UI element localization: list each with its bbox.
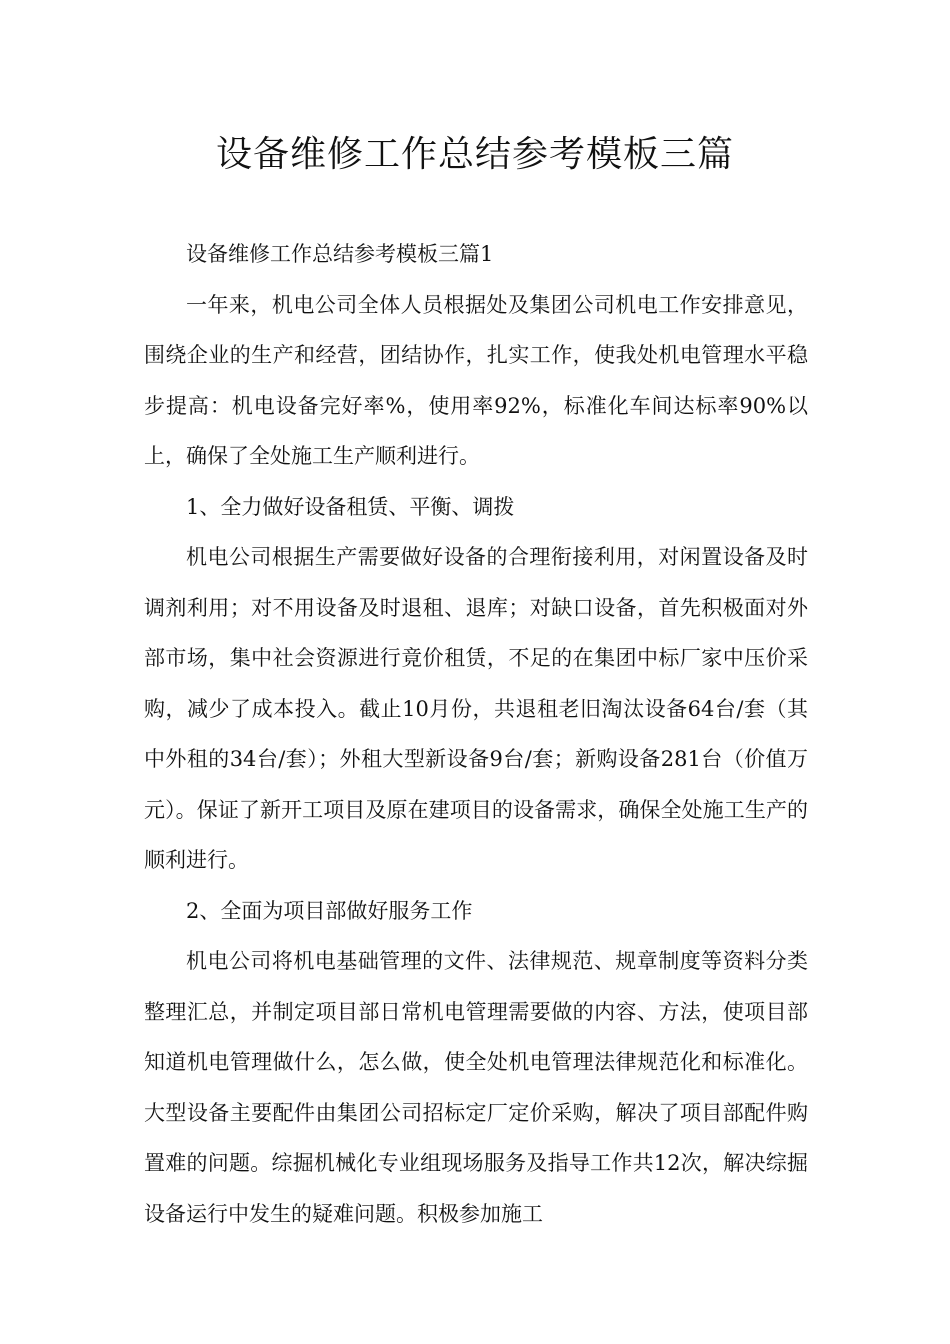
subsection-heading: 1、全力做好设备租赁、平衡、调拨: [186, 494, 515, 519]
document-body: [144, 229, 808, 1239]
paragraph: 机电公司将机电基础管理的文件、法律规范、规章制度等资料分类整理汇总，并制定项目部日常机电管理需要做的内容、方法，使项目部知道机电管理做什么，怎么做，使全处机电管理法律规范化和标准化。大型设备主要配件由集团公司招标定厂定价采购，解决了项目部配件购置难的问题。综掘机械化专业组现场服务及指导工作共12次，解决综掘设备运行中发生的疑难问题。积极参加施工: [144, 949, 808, 1226]
paragraph: 一年来，机电公司全体人员根据处及集团公司机电工作安排意见，围绕企业的生产和经营，团结协作，扎实工作，使我处机电管理水平稳步提高：机电设备完好率%，使用率92%，标准化车间达标率90%以上，确保了全处施工生产顺利进行。: [144, 292, 808, 468]
paragraph: 机电公司根据生产需要做好设备的合理衔接利用，对闲置设备及时调剂利用；对不用设备及时退租、退库；对缺口设备，首先积极面对外部市场，集中社会资源进行竟价租赁，不足的在集团中标厂家中压价采购，减少了成本投入。截止10月份，共退租老旧淘汰设备64台/套（其中外租的34台/套）；外租大型新设备9台/套；新购设备281台（价值万元）。保证了新开工项目及原在建项目的设备需求，确保全处施工生产的顺利进行。: [144, 545, 808, 872]
subsection-heading: 2、全面为项目部做好服务工作: [186, 898, 473, 923]
section-heading: 设备维修工作总结参考模板三篇1: [186, 242, 494, 266]
document-title: 设备维修工作总结参考模板三篇: [215, 134, 734, 175]
